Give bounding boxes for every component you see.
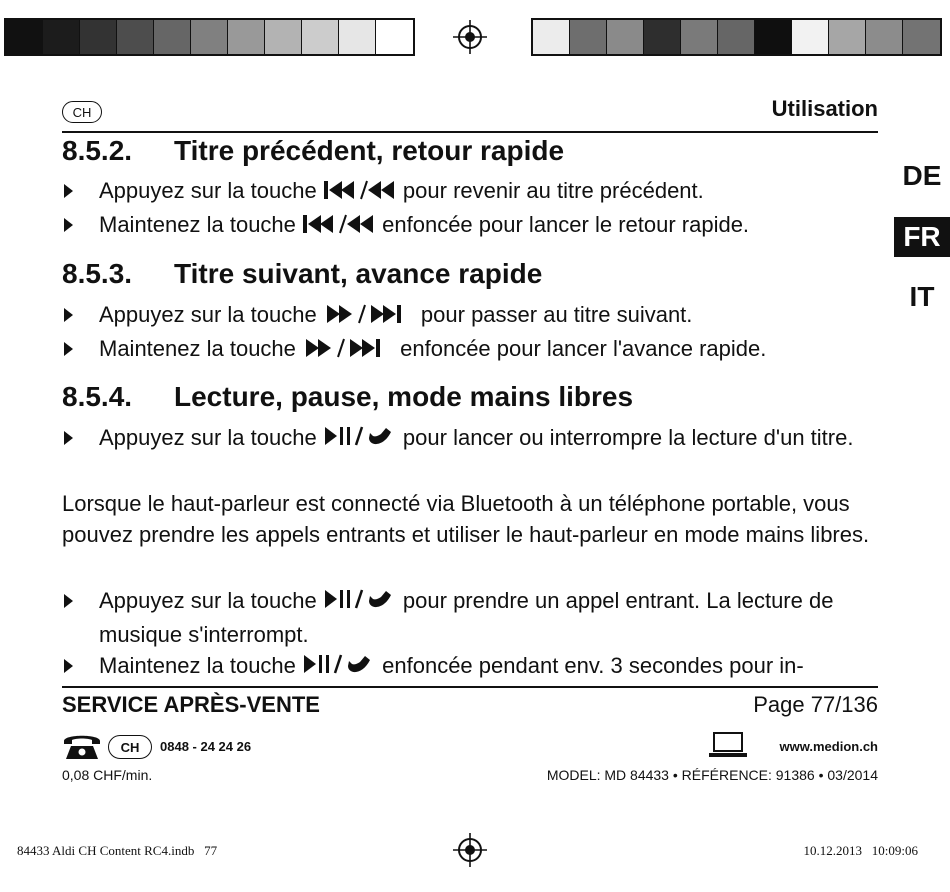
gray-swatch: [191, 20, 228, 54]
gray-swatch: [570, 20, 607, 54]
bullet-arrow-icon: [64, 431, 73, 445]
list-item: Maintenez la touche enfoncée pour lancer le retour rapide.: [62, 209, 878, 243]
bullet-arrow-icon: [64, 218, 73, 232]
bullet-arrow-icon: [64, 594, 73, 608]
file-slug: 84433 Aldi CH Content RC4.indb 77: [17, 843, 218, 858]
country-badge: CH: [62, 101, 102, 123]
play-pause-phone-icon: [302, 652, 376, 684]
service-title: SERVICE APRÈS-VENTE: [62, 692, 320, 717]
footer-rule: [62, 686, 878, 688]
registration-mark-icon: [453, 833, 487, 867]
list-item: Appuyez sur la touche pour lancer ou interrompre la lecture d'un titre.: [62, 422, 878, 456]
grayscale-bar-left: [4, 18, 415, 56]
gray-swatch: [607, 20, 644, 54]
lang-tab-fr[interactable]: FR: [894, 217, 950, 257]
model-reference: MODEL: MD 84433 • RÉFÉRENCE: 91386 • 03/2014: [546, 767, 878, 783]
bullet-arrow-icon: [64, 308, 73, 322]
gray-swatch: [533, 20, 570, 54]
section-title-text: Titre précédent, retour rapide: [174, 135, 565, 166]
gray-swatch: [117, 20, 154, 54]
section-title: Utilisation: [771, 96, 878, 121]
previous-rewind-icon: [302, 212, 376, 243]
header-rule: [62, 131, 878, 133]
bullet-arrow-icon: [64, 659, 73, 673]
gray-swatch: [718, 20, 755, 54]
gray-swatch: [339, 20, 376, 54]
section-heading-8-5-4: [62, 381, 633, 413]
footer-country-badge: CH: [108, 735, 152, 759]
paragraph: Lorsque le haut-parleur est connecté via Bluetooth à un téléphone portable, vous pouvez prendre les appels entrants et utiliser le haut-parleur en mode mains libres.: [62, 491, 870, 547]
section-title-text: Titre suivant, avance rapide: [174, 258, 543, 289]
list-item: Maintenez la touche enfoncée pour lancer l'avance rapide.: [62, 333, 878, 367]
gray-swatch: [6, 20, 43, 54]
gray-swatch: [681, 20, 718, 54]
forward-next-icon: [302, 336, 394, 367]
gray-swatch: [154, 20, 191, 54]
lang-tab-de[interactable]: DE: [902, 160, 942, 191]
telephone-icon: [62, 731, 102, 761]
gray-swatch: [866, 20, 903, 54]
laptop-icon: [708, 731, 748, 759]
section-number: 8.5.2.: [62, 135, 133, 166]
gray-swatch: [792, 20, 829, 54]
play-pause-phone-icon: [323, 587, 397, 619]
page-number: Page 77/136: [753, 692, 878, 717]
gray-swatch: [265, 20, 302, 54]
gray-swatch: [302, 20, 339, 54]
gray-swatch: [829, 20, 866, 54]
registration-mark-icon: [453, 20, 487, 54]
gray-swatch: [644, 20, 681, 54]
section-heading-8-5-3: [62, 258, 542, 290]
section-number: 8.5.4.: [62, 381, 133, 412]
previous-rewind-icon: [323, 178, 397, 209]
gray-swatch: [80, 20, 117, 54]
gray-swatch: [228, 20, 265, 54]
gray-swatch: [903, 20, 940, 54]
gray-swatch: [755, 20, 792, 54]
list-item: Appuyez sur la touche pour passer au titre suivant.: [62, 299, 878, 333]
play-pause-phone-icon: [323, 424, 397, 456]
gray-swatch: [43, 20, 80, 54]
phone-number: 0848 - 24 24 26: [160, 739, 252, 754]
section-title-text: Lecture, pause, mode mains libres: [174, 381, 634, 412]
list-item: Maintenez la touche enfoncée pendant env. 3 secondes pour in-: [62, 650, 878, 684]
grayscale-bar-right: [531, 18, 942, 56]
lang-tab-it[interactable]: IT: [909, 281, 935, 312]
print-datetime: 10.12.2013 10:09:06: [803, 843, 918, 858]
list-item: Appuyez sur la touche pour prendre un appel entrant. La lecture de musique s'interrompt.: [62, 585, 878, 650]
gray-swatch: [376, 20, 413, 54]
list-item: Appuyez sur la touche pour revenir au titre précédent.: [62, 175, 878, 209]
forward-next-icon: [323, 302, 415, 333]
website-link[interactable]: www.medion.ch: [779, 739, 878, 754]
call-rate: 0,08 CHF/min.: [62, 767, 153, 783]
bullet-arrow-icon: [64, 184, 73, 198]
bullet-arrow-icon: [64, 342, 73, 356]
section-heading-8-5-2: [62, 135, 564, 167]
section-number: 8.5.3.: [62, 258, 133, 289]
